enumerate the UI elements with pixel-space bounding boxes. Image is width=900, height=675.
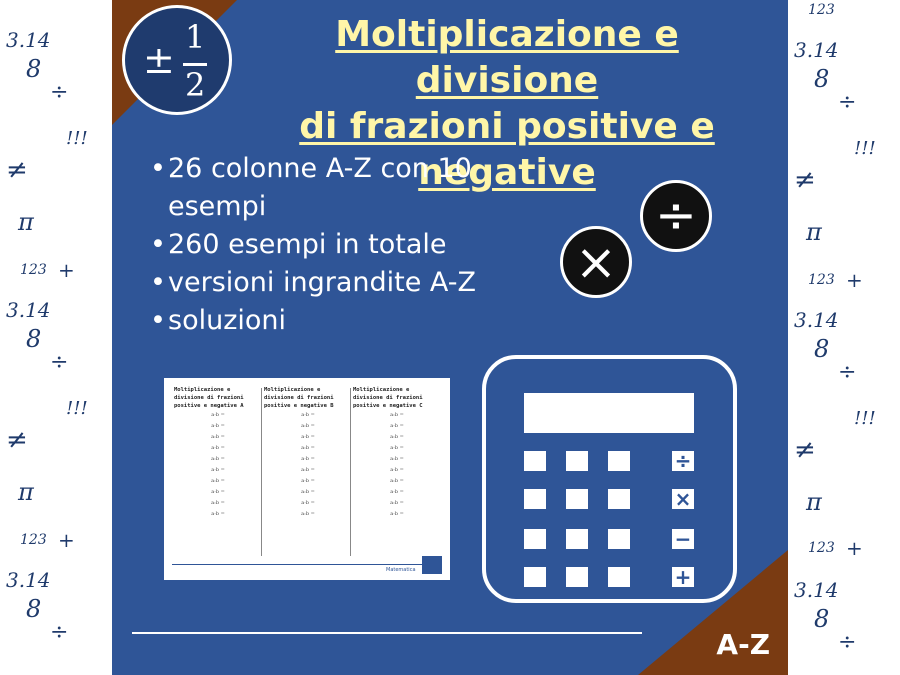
doodle-eight-r3: 8 [814, 605, 830, 633]
fraction-numerator: 1 [185, 18, 206, 56]
doodle-pi-value: 3.14 [6, 28, 51, 52]
title-line-1: Moltiplicazione e divisione [335, 14, 679, 101]
calculator-key [524, 567, 546, 587]
title-line-3: negative [418, 152, 596, 193]
calculator-key [566, 489, 588, 509]
preview-heading: Moltiplicazione e divisione di frazioni positive e negative C [353, 387, 423, 409]
doodle-exclaim: !!! [66, 128, 88, 149]
doodle-pi-r2: π [806, 488, 822, 516]
doodle-123: 123 [20, 262, 47, 278]
feature-item: • 260 esempi in totale [150, 226, 510, 264]
doodle-123-r: 123 [808, 2, 835, 18]
doodle-pi-value-3: 3.14 [6, 568, 51, 592]
doodle-123-2: 123 [20, 532, 47, 548]
doodle-plus-r: + [846, 268, 863, 292]
doodle-exclaim-2: !!! [66, 398, 88, 419]
corner-label: A-Z [716, 628, 770, 661]
preview-heading: Moltiplicazione e divisione di frazioni positive e negative B [264, 387, 334, 409]
doodle-divide-r2: ÷ [838, 360, 857, 385]
feature-item: • 26 colonne A-Z con 10 esempi [150, 150, 510, 226]
preview-footer-text: Matematica [386, 567, 416, 573]
calculator-key [524, 489, 546, 509]
fraction-badge-icon [122, 5, 232, 115]
calculator-key [566, 529, 588, 549]
doodle-divide-2: ÷ [50, 350, 69, 375]
doodle-divide-r: ÷ [838, 90, 857, 115]
feature-item: • versioni ingrandite A-Z [150, 264, 510, 302]
preview-column-b [264, 386, 352, 554]
preview-column-a [174, 386, 262, 554]
doodle-plus-2: + [58, 528, 75, 552]
title-line-2: di frazioni positive e [299, 106, 715, 147]
doodle-eight: 8 [26, 55, 42, 83]
doodle-pi-2: π [18, 478, 34, 506]
doodle-eight-3: 8 [26, 595, 42, 623]
doodle-exclaim-r: !!! [854, 138, 876, 159]
calculator-multiply-key: × [672, 489, 694, 509]
doodle-pi-value-r: 3.14 [794, 38, 839, 62]
fraction-denominator: 2 [185, 66, 206, 104]
preview-divider [350, 388, 351, 556]
preview-heading: Moltiplicazione e divisione di frazioni positive e negative A [174, 387, 244, 409]
multiply-icon: × [560, 226, 632, 298]
preview-exercises: a·b = a:b = a·b = a:b = a·b = a:b = a·b = a:b = a·b = a:b = [301, 412, 315, 517]
preview-exercises: a·b = a·b = a:b = a·b = a:b = a·b = a:b = a·b = a:b = a·b = [211, 412, 225, 517]
doodle-eight-2: 8 [26, 325, 42, 353]
preview-exercises: a:b = a·b = a:b = a·b = a:b = a·b = a:b = a·b = a:b = a·b = [390, 412, 404, 517]
feature-item: • soluzioni [150, 302, 510, 340]
calculator-logo-icon [422, 556, 442, 574]
calculator-key [608, 489, 630, 509]
calculator-key [566, 567, 588, 587]
calculator-key [608, 451, 630, 471]
preview-divider [261, 388, 262, 556]
doodle-not-equal-r: ≠ [794, 165, 816, 195]
preview-column-c [353, 386, 441, 554]
divide-icon: ÷ [640, 180, 712, 252]
worksheet-preview [164, 378, 450, 580]
doodle-eight-r: 8 [814, 65, 830, 93]
doodle-plus-r2: + [846, 536, 863, 560]
doodle-not-equal-r2: ≠ [794, 435, 816, 465]
left-doodle-strip [0, 0, 112, 675]
calculator-key [524, 529, 546, 549]
cover-panel [112, 0, 788, 675]
feature-list [150, 150, 510, 340]
preview-footer-line [172, 564, 430, 565]
doodle-pi-value-2: 3.14 [6, 298, 51, 322]
doodle-pi-value-r3: 3.14 [794, 578, 839, 602]
calculator-divide-key: ÷ [672, 451, 694, 471]
doodle-divide-3: ÷ [50, 620, 69, 645]
doodle-not-equal-2: ≠ [6, 425, 28, 455]
calculator-icon [482, 355, 737, 603]
calculator-key [608, 567, 630, 587]
doodle-eight-r2: 8 [814, 335, 830, 363]
calculator-screen [524, 393, 694, 433]
right-doodle-strip [788, 0, 900, 675]
doodle-123-r3: 123 [808, 540, 835, 556]
doodle-123-r2: 123 [808, 272, 835, 288]
calculator-minus-key: − [672, 529, 694, 549]
doodle-divide: ÷ [50, 80, 69, 105]
doodle-pi-value-r2: 3.14 [794, 308, 839, 332]
calculator-plus-key: + [672, 567, 694, 587]
doodle-pi-r: π [806, 218, 822, 246]
doodle-plus: + [58, 258, 75, 282]
doodle-exclaim-r2: !!! [854, 408, 876, 429]
bottom-rule [132, 632, 642, 634]
doodle-not-equal: ≠ [6, 155, 28, 185]
calculator-key [524, 451, 546, 471]
doodle-pi: π [18, 208, 34, 236]
plus-minus-sign: ± [143, 38, 175, 82]
doodle-divide-r3: ÷ [838, 630, 857, 655]
calculator-key [608, 529, 630, 549]
calculator-key [566, 451, 588, 471]
